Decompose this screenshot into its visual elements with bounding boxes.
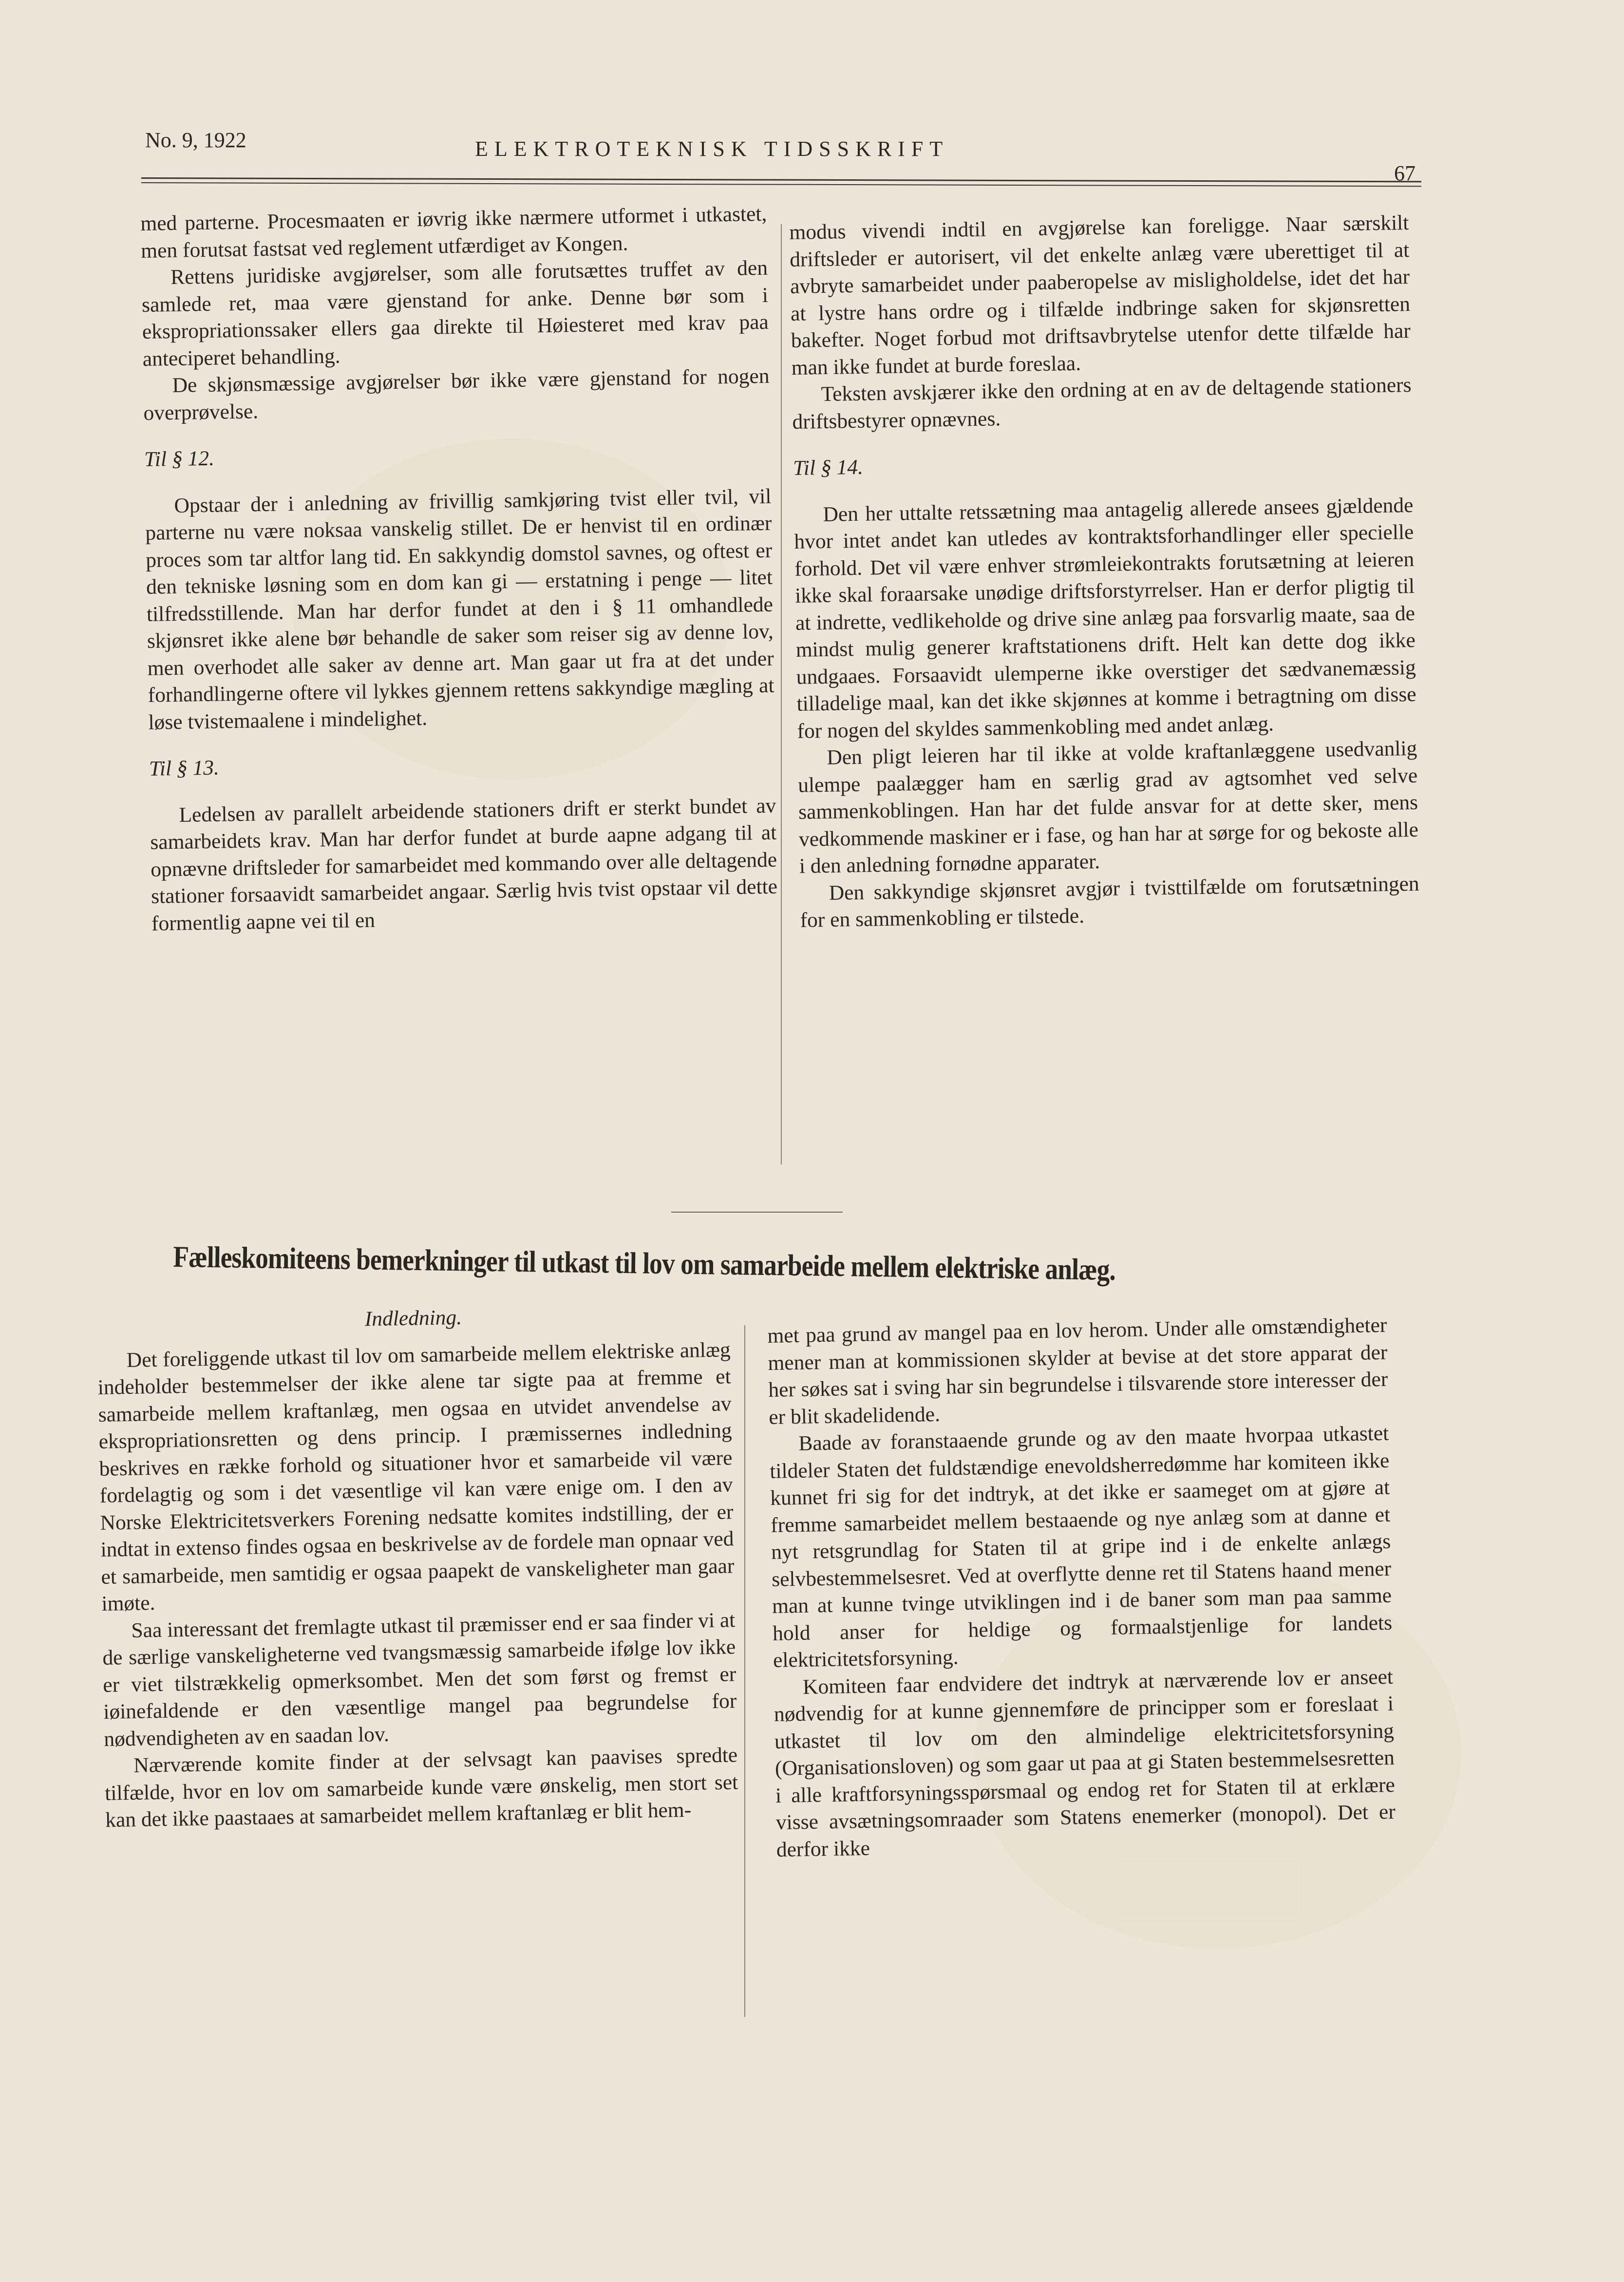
page-number: 67 xyxy=(1394,161,1416,185)
paragraph: Saa interessant det fremlagte utkast til præmisser end er saa finder vi at de særlige vanskeligheterne ved tvangsmæssig samarbeide ifølge lov ikke er viet tilstrækkelig opmerksombet. Men det som først og fremst er iøinefaldende er den væsentlige mangel paa begrundelse for nødvendigheten av en saadan lov. xyxy=(102,1608,737,1751)
paragraph: Nærværende komite finder at der selvsagt kan paavises spredte tilfælde, hvor en lov om samarbeide kunde være ønskelig, men stort set kan det ikke paastaaes at samarbeidet mellem kraftanlæg er blit hem- xyxy=(104,1743,738,1832)
section-heading: Indledning. xyxy=(364,1305,462,1331)
journal-title: ELEKTROTEKNISK TIDSSKRIFT xyxy=(475,137,949,161)
lower-right-column xyxy=(767,1312,1396,1864)
paragraph: met paa grund av mangel paa en lov herom. Under alle omstændigheter mener man at kommissionen skylder at bevise at det store apparat der her søkes sat i sving har sin begrundelse i tilsvarende store interesser der er blit skadelidende. xyxy=(767,1313,1388,1429)
header-rule xyxy=(141,177,1421,182)
lower-left-column xyxy=(96,1299,739,1834)
paragraph: De skjønsmæssige avgjørelser bør ikke være gjenstand for nogen overprøvelse. xyxy=(143,364,770,425)
paragraph: modus vivendi indtil en avgjørelse kan foreligge. Naar særskilt driftsleder er autorisert, vil det enkelte anlæg være uberettiget til at avbryte samarbeidet under paaberopelse av misligholdelse, idet det har at lystre hans ordre og i tilfælde indbringe saken for skjønsretten bakefter. Noget forbud mot driftsavbrytelse utenfor dette tilfælde har man ikke fundet at burde foreslaa. xyxy=(789,211,1411,380)
paragraph: Komiteen faar endvidere det indtryk at nærværende lov er anseet nødvendig for at kunne gjennemføre de principper som er foreslaat i utkastet til lov om den almindelige elektricitetsforsyning (Organisationsloven) og som gaar ut paa at gi Staten bestemmelsesretten i alle kraftforsyningsspørsmaal og endog ret for Staten til at erklære visse avsætningsomraader som Statens enemerker (monopol). Det er derfor ikke xyxy=(774,1665,1396,1862)
section-separator xyxy=(671,1212,843,1213)
section-heading: Til § 14. xyxy=(793,455,864,480)
issue-number: No. 9, 1922 xyxy=(145,128,246,152)
paragraph: Den her uttalte retssætning maa antagelig allerede ansees gjældende hvor intet andet kan utledes av kontraktsforhandlinger eller specielle forhold. Det vil være enhver strømleiekontrakts forutsætning at leieren ikke skal foraarsake unødige driftsforstyrrelser. Han er derfor pligtig til at indrette, vedlikeholde og drive sine anlæg paa forsvarlig maate, saa de mindst mulig generer kraftstationens drift. Helt kan dette dog ikke undgaaes. Forsaavidt ulemperne ikke overstiger det sædvanemæssig tilladelige maal, kan det ikke skjønnes at komme i betragtning om disse for nogen del skyldes sammenkobling med andet anlæg. xyxy=(794,493,1416,743)
upper-right-column xyxy=(789,209,1420,934)
paragraph: Baade av foranstaaende grunde og av den maate hvorpaa utkastet tildeler Staten det fuldstændige enevoldsherredømme har komiteen ikke kunnet fri sig for det indtryk, at det ikke er saameget om at gjøre at fremme samarbeidet mellem bestaaende og nye anlæg som at danne et nyt retsgrundlag for Staten til at gripe ind i de enkelte anlægs selvbestemmelsesret. Ved at overflytte denne ret til Statens haand mener man at kunne tvinge utviklingen ind i de baner som man paa samme hold anser for heldige og formaalstjenlige for landets elektricitetsforsyning. xyxy=(769,1421,1393,1672)
upper-left-column xyxy=(140,201,778,937)
paragraph: Den sakkyndige skjønsret avgjør i tvisttilfælde om forutsætningen for en sammenkobling er tilstede. xyxy=(800,872,1419,932)
header-rule xyxy=(141,182,1421,187)
paragraph: Den pligt leieren har til ikke at volde kraftanlæggene usedvanlig ulempe paalægger ham en særlig grad av agtsomhet ved selve sammenkoblingen. Han har det fulde ansvar for at dette sker, mens vedkommende maskiner er i fase, og han har at sørge for og bekoste alle i den anledning fornødne apparater. xyxy=(797,736,1419,878)
paragraph: Ledelsen av parallelt arbeidende stationers drift er sterkt bundet av samarbeidets krav. Man har derfor fundet at burde aapne adgang til at opnævne driftsleder for samarbeidet med kommando over alle deltagende stationer forsaavidt samarbeidet angaar. Særlig hvis tvist opstaar vil dette formentlig aapne vei til en xyxy=(150,794,778,935)
section-heading: Til § 13. xyxy=(149,756,220,780)
paragraph: Teksten avskjærer ikke den ordning at en av de deltagende stationers driftsbestyrer opnævnes. xyxy=(792,373,1412,434)
paragraph: Opstaar der i anledning av frivillig samkjøring tvist eller tvil, vil parterne nu være noksaa vanskelig stillet. De er henvist til en ordinær proces som tar altfor lang tid. En sakkyndig domstol savnes, og oftest er den tekniske løsning som en dom kan gi — erstatning i penge — litet tilfredsstillende. Man har derfor fundet at den i § 11 omhandlede skjønsret ikke alene bør behandle de saker som reiser sig av denne lov, men overhodet alle saker av denne art. Man gaar ut fra at det under forhandlingerne oftere vil lykkes gjennem rettens sakkyndige mægling at løse tvistemaalene i mindelighet. xyxy=(145,484,774,734)
paragraph: med parterne. Procesmaaten er iøvrig ikke nærmere utformet i utkastet, men forutsat fastsat ved reglement utfærdiget av Kongen. xyxy=(140,202,767,263)
article-headline: Fælleskomiteens bemerkninger til utkast til lov om samarbeide mellem elektriske anlæg. xyxy=(173,1240,1116,1287)
paragraph: Rettens juridiske avgjørelser, som alle forutsættes truffet av den samlede ret, maa være gjenstand for anke. Denne bør som i ekspropriationssaker ellers gaa direkte til Høiesteret med krav paa anteciperet behandling. xyxy=(141,256,769,371)
section-heading: Til § 12. xyxy=(144,446,215,471)
paragraph: Det foreliggende utkast til lov om samarbeide mellem elektriske anlæg indeholder bestemmelser der ikke alene tar sigte paa at fremme et samarbeide mellem kraftanlæg, men ogsaa en utvidet anvendelse av ekspropriationsretten og dens princip. I præmissernes indledning beskrives en række forhold og situationer hvor et samarbeide vil være fordelagtig og som i det væsentlige vil kan være enige om. I den av Norske Elektricitetsverkers Forening nedsatte komites indstilling, der er indtat in extenso findes ogsaa en beskrivelse av de fordele man opnaar ved et samarbeide, men samtidig er ogsaa paapekt de vanskeligheter man gaar imøte. xyxy=(97,1337,735,1616)
column-divider xyxy=(781,224,782,1164)
column-divider xyxy=(744,1325,745,2017)
